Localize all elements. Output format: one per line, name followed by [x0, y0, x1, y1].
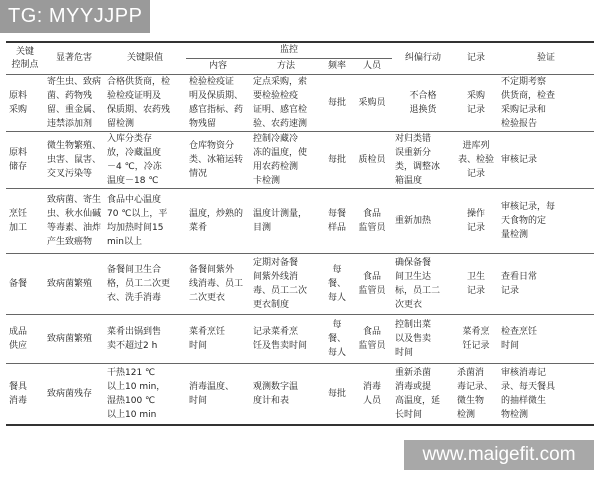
cell-frequency: 每批 [322, 132, 352, 189]
cell-corrective: 控制出菜 以及售卖 时间 [392, 315, 454, 364]
cell-ccp: 备餐 [6, 254, 44, 315]
cell-limit: 备餐间卫生合 格，员工二次更 衣、洗手消毒 [104, 254, 186, 315]
cell-frequency: 每餐、 每人 [322, 254, 352, 315]
cell-corrective: 重新杀菌 消毒或提 高温度，延 长时间 [392, 364, 454, 426]
haccp-table [6, 41, 594, 426]
cell-content: 温度，炒熟的 菜肴 [186, 189, 250, 254]
table-row [6, 364, 594, 426]
header-record: 记录 [454, 42, 498, 75]
cell-ccp: 烹饪 加工 [6, 189, 44, 254]
cell-method: 记录菜肴烹 饪及售卖时间 [250, 315, 322, 364]
cell-frequency: 每批 [322, 75, 352, 132]
cell-method: 定期对备餐 间紫外线消 毒、员工二次 更衣制度 [250, 254, 322, 315]
cell-verification: 检查烹饪 时间 [498, 315, 594, 364]
cell-record: 进库列 表、检验 记录 [454, 132, 498, 189]
cell-verification: 不定期考察 供货商，检查 采购记录和 检验报告 [498, 75, 594, 132]
header-personnel: 人员 [352, 59, 392, 75]
cell-hazard: 微生物繁殖、 虫害、鼠害、 交叉污染等 [44, 132, 104, 189]
header-frequency: 频率 [322, 59, 352, 75]
cell-personnel: 食品 监管员 [352, 315, 392, 364]
cell-personnel: 采购员 [352, 75, 392, 132]
cell-verification: 审核记录 [498, 132, 594, 189]
cell-corrective: 对归类错 误重新分 类，调整冰 箱温度 [392, 132, 454, 189]
table-row [6, 75, 594, 132]
image-tag: TG: MYYJJPP [0, 0, 150, 33]
cell-hazard: 致病菌繁殖 [44, 315, 104, 364]
cell-method: 控制冷藏冷 冻的温度，使 用农药检测 卡检测 [250, 132, 322, 189]
header-monitor: 监控 [186, 42, 392, 59]
cell-frequency: 每批 [322, 364, 352, 426]
cell-record: 卫生 记录 [454, 254, 498, 315]
cell-frequency: 每餐 样品 [322, 189, 352, 254]
cell-record: 菜肴烹 饪记录 [454, 315, 498, 364]
cell-limit: 菜肴出锅到售 卖不超过2 h [104, 315, 186, 364]
table-row [6, 315, 594, 364]
header-limit: 关键限值 [104, 42, 186, 75]
cell-personnel: 质检员 [352, 132, 392, 189]
cell-hazard: 致病菌繁殖 [44, 254, 104, 315]
site-watermark: www.maigefit.com [404, 440, 594, 470]
cell-corrective: 重新加热 [392, 189, 454, 254]
cell-verification: 查看日常 记录 [498, 254, 594, 315]
cell-personnel: 食品 监管员 [352, 189, 392, 254]
table-body [6, 75, 594, 426]
cell-content: 消毒温度、 时间 [186, 364, 250, 426]
cell-limit: 入库分类存 放，冷藏温度 －4 ℃，冷冻 温度－18 ℃ [104, 132, 186, 189]
cell-hazard: 致病菌残存 [44, 364, 104, 426]
table-row [6, 132, 594, 189]
table-header [6, 42, 594, 75]
cell-record: 采购 记录 [454, 75, 498, 132]
cell-verification: 审核消毒记 录、每天餐具 的抽样微生 物检测 [498, 364, 594, 426]
cell-ccp: 餐具 消毒 [6, 364, 44, 426]
cell-ccp: 成品 供应 [6, 315, 44, 364]
table-row [6, 254, 594, 315]
cell-limit: 食品中心温度 70 ℃以上，平 均加热时间15 min以上 [104, 189, 186, 254]
cell-record: 操作 记录 [454, 189, 498, 254]
cell-content: 菜肴烹饪 时间 [186, 315, 250, 364]
header-content: 内容 [186, 59, 250, 75]
cell-content: 仓库物资分 类、冰箱运转 情况 [186, 132, 250, 189]
header-hazard: 显著危害 [44, 42, 104, 75]
cell-corrective: 不合格 退换货 [392, 75, 454, 132]
cell-ccp: 原料 采购 [6, 75, 44, 132]
cell-personnel: 食品 监管员 [352, 254, 392, 315]
cell-frequency: 每餐、 每人 [322, 315, 352, 364]
header-method: 方法 [250, 59, 322, 75]
cell-limit: 合格供货商，检 验检疫证明及 保质期、农药残 留检测 [104, 75, 186, 132]
cell-hazard: 寄生虫、致病 菌、药物残 留、重金属、 违禁添加剂 [44, 75, 104, 132]
cell-method: 观测数字温 度计和表 [250, 364, 322, 426]
cell-personnel: 消毒 人员 [352, 364, 392, 426]
cell-ccp: 原料 储存 [6, 132, 44, 189]
header-corrective: 纠偏行动 [392, 42, 454, 75]
cell-method: 温度计测量， 目测 [250, 189, 322, 254]
cell-corrective: 确保备餐 间卫生达 标，员工二 次更衣 [392, 254, 454, 315]
cell-method: 定点采购，索 要检验检疫 证明、感官检 验、农药速测 [250, 75, 322, 132]
cell-hazard: 致病菌、寄生 虫、秋水仙碱 等毒素、油炸 产生致癌物 [44, 189, 104, 254]
header-ccp: 关键 控制点 [6, 42, 44, 75]
table-row [6, 189, 594, 254]
cell-limit: 干热121 ℃ 以上10 min， 湿热100 ℃ 以上10 min [104, 364, 186, 426]
cell-content: 检验检疫证 明及保质期、 感官指标、药 物残留 [186, 75, 250, 132]
cell-content: 备餐间紫外 线消毒、员工 二次更衣 [186, 254, 250, 315]
header-verification: 验证 [498, 42, 594, 75]
cell-verification: 审核记录，每 天食物的定 量检测 [498, 189, 594, 254]
cell-record: 杀菌消 毒记录、 微生物 检测 [454, 364, 498, 426]
